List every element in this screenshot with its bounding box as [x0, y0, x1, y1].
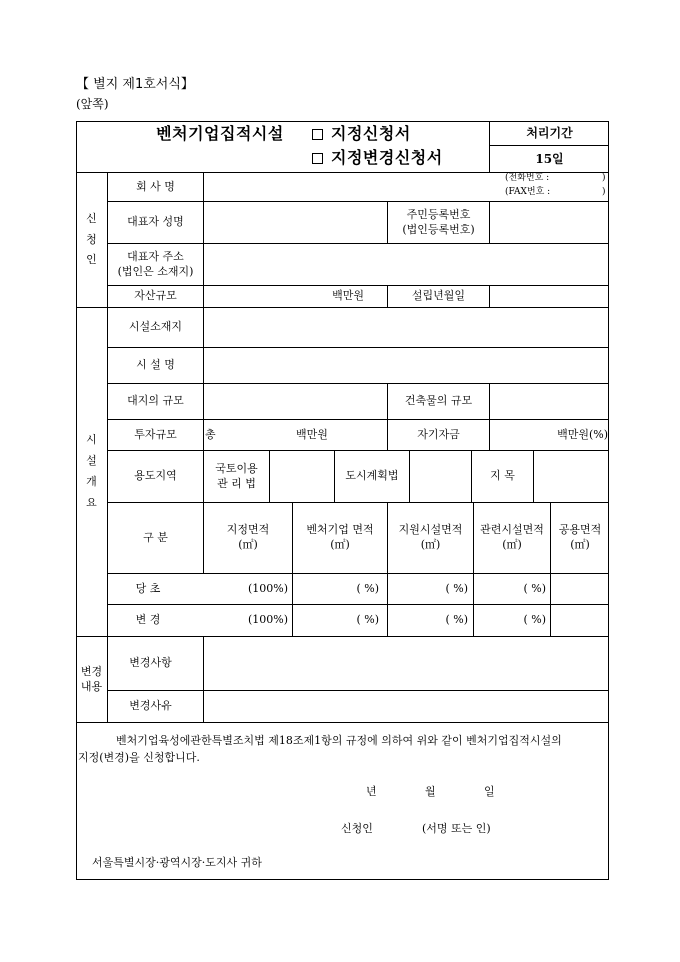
- category-label: 구 분: [143, 530, 168, 544]
- row-original-cell[interactable]: [551, 574, 609, 604]
- row-original-label: 당 초: [135, 581, 161, 595]
- fax-close: ): [602, 187, 606, 197]
- investment-unit: 백만원: [296, 427, 328, 441]
- option-change-label: 지정변경신청서: [331, 148, 443, 168]
- col-header-common: 공용면적 (㎡): [558, 523, 602, 551]
- rep-address-label: 대표자 주소 (법인은 소재지): [117, 249, 194, 278]
- addressee: 서울특별시장·광역시장·도지사 귀하: [92, 856, 262, 869]
- row-change-cell[interactable]: [551, 605, 609, 636]
- row-original-cell[interactable]: ( %): [356, 581, 379, 595]
- rep-address-field[interactable]: [204, 244, 609, 285]
- phone-close: ): [602, 173, 606, 183]
- signature-field[interactable]: (서명 또는 인): [422, 822, 491, 835]
- option-designation[interactable]: [312, 124, 487, 144]
- facility-location-label: 시설소재지: [128, 320, 183, 334]
- col-header-support: 지원시설면적 (㎡): [398, 523, 463, 551]
- row-change-cell[interactable]: ( %): [445, 613, 468, 627]
- date-day[interactable]: 일: [484, 785, 495, 798]
- col-header-related: 관련시설면적 (㎡): [480, 523, 544, 551]
- rep-name-field[interactable]: [204, 202, 387, 243]
- land-size-label: 대지의 규모: [127, 394, 184, 408]
- col-header-venture: 벤처기업 면적 (㎡): [306, 523, 374, 551]
- urban-plan-label: 도시계획법: [345, 469, 399, 483]
- est-date-label: 설립년월일: [411, 289, 466, 303]
- investment-total-label: 총: [205, 427, 216, 441]
- processing-period-value: 15일: [535, 151, 564, 166]
- land-law-label: 국토이용 관 리 법: [215, 461, 258, 490]
- page-side-label: (앞쪽): [76, 97, 109, 111]
- processing-period-label: 처리기간: [526, 126, 573, 141]
- option-change[interactable]: [312, 148, 487, 168]
- change-reason-field[interactable]: [204, 691, 609, 722]
- building-size-label: 건축물의 규모: [404, 394, 473, 408]
- row-original-cell[interactable]: (100%): [247, 581, 288, 595]
- facility-location-field[interactable]: [204, 308, 609, 347]
- row-change-label: 변 경: [135, 613, 161, 627]
- land-category-field[interactable]: [534, 451, 609, 502]
- facility-name-field[interactable]: [204, 348, 609, 383]
- statement-line-2: 지정(변경)을 신청합니다.: [78, 751, 200, 764]
- change-section-label: 변경 내용: [80, 664, 103, 693]
- urban-plan-field[interactable]: [410, 451, 471, 502]
- row-change-cell[interactable]: (100%): [247, 613, 288, 627]
- change-items-field[interactable]: [204, 637, 609, 690]
- own-capital-label: 자기자금: [417, 427, 460, 441]
- option-designation-label: 지정신청서: [331, 124, 411, 144]
- assets-unit: 백만원: [332, 289, 364, 303]
- company-name-label: 회 사 명: [136, 179, 175, 193]
- building-size-field[interactable]: [490, 384, 609, 419]
- form-title: 벤처기업집적시설: [156, 124, 284, 144]
- row-original-cell[interactable]: ( %): [445, 581, 468, 595]
- date-month[interactable]: 월: [425, 785, 436, 798]
- resident-no-field[interactable]: [490, 202, 609, 243]
- land-category-label: 지 목: [490, 469, 515, 483]
- col-header-designated: 지정면적 (㎡): [226, 523, 270, 551]
- checkbox-change[interactable]: [312, 153, 323, 164]
- change-reason-label: 변경사유: [129, 699, 172, 713]
- facility-section-label: 시 설 개 요: [86, 433, 97, 509]
- fax-label: (FAX번호 :: [505, 187, 551, 197]
- row-change-cell[interactable]: ( %): [523, 613, 546, 627]
- row-original-cell[interactable]: ( %): [523, 581, 546, 595]
- rep-name-label: 대표자 성명: [127, 215, 184, 229]
- facility-name-label: 시 설 명: [136, 358, 175, 372]
- company-name-field[interactable]: [204, 173, 504, 201]
- est-date-field[interactable]: [490, 286, 609, 307]
- phone-label: (전화번호 :: [505, 173, 550, 183]
- investment-label: 투자규모: [134, 427, 177, 441]
- checkbox-designation[interactable]: [312, 129, 323, 140]
- applicant-section-label: 신 청 인: [86, 211, 97, 267]
- change-items-label: 변경사항: [129, 656, 172, 670]
- row-change-cell[interactable]: ( %): [356, 613, 379, 627]
- land-size-field[interactable]: [204, 384, 387, 419]
- land-law-field[interactable]: [270, 451, 334, 502]
- rule: [76, 722, 609, 723]
- own-capital-unit: 백만원(%): [557, 427, 608, 441]
- applicant-sign-label: 신청인: [341, 822, 373, 835]
- statement-line-1: 벤처기업육성에관한특별조치법 제18조제1항의 규정에 의하여 위와 같이 벤처기업집적시설의: [116, 734, 562, 747]
- date-year[interactable]: 년: [366, 785, 377, 798]
- zone-label: 용도지역: [134, 469, 177, 483]
- assets-label: 자산규모: [134, 289, 177, 303]
- attachment-label: 【 별지 제1호서식】: [76, 77, 194, 92]
- resident-no-label: 주민등록번호 (법인등록번호): [402, 207, 475, 236]
